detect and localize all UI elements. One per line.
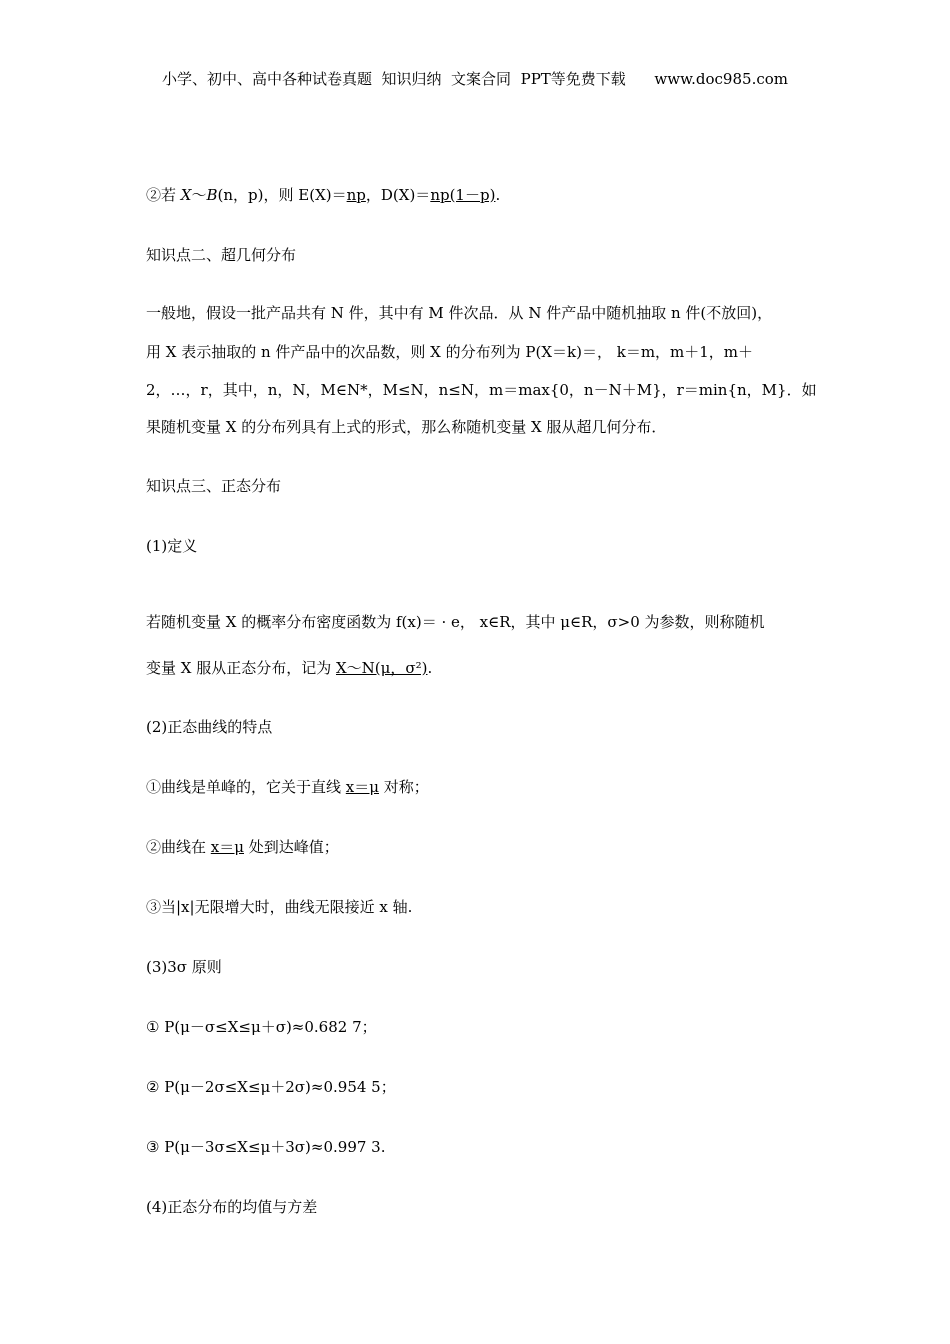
definition-text-line-1: 若随机变量 X 的概率分布密度函数为 f(x)＝ · e， x∈R，其中 μ∈R，σ>0 为参数，则称随机 (146, 613, 765, 631)
variance-answer: np(1－p) (430, 186, 496, 204)
rule-item-2: ② P(μ－2σ≤X≤μ＋2σ)≈0.954 5； (146, 1078, 396, 1096)
features-heading: (2)正态曲线的特点 (146, 718, 273, 736)
hypergeometric-text-line-3: 2，…，r，其中，n，N，M∈N*，M≤N，n≤N，m＝max{0，n－N＋M}，r＝min{n，M}．如 (146, 381, 817, 399)
hypergeometric-text-line-4: 果随机变量 X 的分布列具有上式的形式，那么称随机变量 X 服从超几何分布． (146, 418, 667, 436)
feature-item-symmetry: ①曲线是单峰的，它关于直线 x＝μ 对称； (146, 778, 429, 796)
feature-item-asymptote: ③当|x|无限增大时，曲线无限接近 x 轴. (146, 898, 413, 916)
page-header: 小学、初中、高中各种试卷真题 知识归纳 文案合同 PPT等免费下载 www.doc985.com (161, 70, 788, 88)
mean-variance-heading: (4)正态分布的均值与方差 (146, 1198, 318, 1216)
definition-text-line-2: 变量 X 服从正态分布，记为 X～N(μ，σ²). (146, 659, 433, 677)
binomial-expectation-line: ②若 X～B(n，p)，则 E(X)＝np，D(X)＝np(1－p). (146, 186, 501, 204)
rule-item-3: ③ P(μ－3σ≤X≤μ＋3σ)≈0.997 3. (146, 1138, 386, 1156)
normal-notation: X～N(μ，σ²) (335, 659, 428, 677)
definition-heading: (1)定义 (146, 537, 198, 555)
section-title-normal: 知识点三、正态分布 (146, 477, 282, 495)
expectation-answer: np (346, 186, 366, 204)
section-title-hypergeometric: 知识点二、超几何分布 (146, 246, 297, 264)
hypergeometric-text-line-1: 一般地，假设一批产品共有 N 件，其中有 M 件次品．从 N 件产品中随机抽取 n 件(不放回)， (146, 304, 773, 322)
rule-item-1: ① P(μ－σ≤X≤μ＋σ)≈0.682 7； (146, 1018, 377, 1036)
hypergeometric-text-line-2: 用 X 表示抽取的 n 件产品中的次品数，则 X 的分布列为 P(X＝k)＝， k＝m，m＋1，m＋ (146, 343, 754, 361)
feature-item-peak: ②曲线在 x＝μ 处到达峰值； (146, 838, 339, 856)
rule-heading: (3)3σ 原则 (146, 958, 222, 976)
symmetry-axis: x＝μ (345, 778, 379, 796)
peak-location: x＝μ (210, 838, 244, 856)
